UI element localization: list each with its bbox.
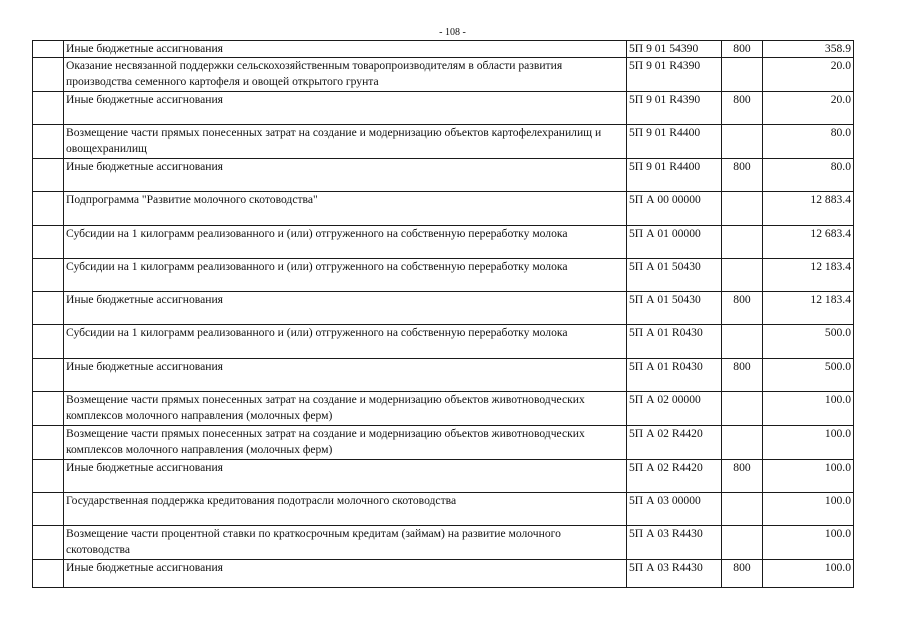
table-row <box>33 560 854 588</box>
blank-cell <box>33 58 64 92</box>
blank-cell <box>33 92 64 125</box>
blank-cell <box>33 392 64 426</box>
item-sum: 100.0 <box>763 493 854 526</box>
blank-cell <box>33 493 64 526</box>
item-sum: 100.0 <box>763 460 854 493</box>
expense-type <box>722 526 763 560</box>
blank-cell <box>33 560 64 588</box>
item-code: 5П 9 01 54390 <box>627 41 722 58</box>
item-name: Субсидии на 1 килограмм реализованного и (или) отгруженного на собственную переработку молока <box>64 259 627 292</box>
expense-type <box>722 426 763 460</box>
item-sum: 358.9 <box>763 41 854 58</box>
item-name: Иные бюджетные ассигнования <box>64 92 627 125</box>
item-sum: 500.0 <box>763 325 854 359</box>
table-row <box>33 392 854 426</box>
item-code: 5П А 03 R4430 <box>627 526 722 560</box>
item-name: Государственная поддержка кредитования подотрасли молочного скотоводства <box>64 493 627 526</box>
item-code: 5П А 02 R4420 <box>627 426 722 460</box>
blank-cell <box>33 259 64 292</box>
item-code: 5П 9 01 R4390 <box>627 58 722 92</box>
item-code: 5П А 03 00000 <box>627 493 722 526</box>
item-code: 5П А 01 R0430 <box>627 359 722 392</box>
blank-cell <box>33 226 64 259</box>
item-name: Иные бюджетные ассигнования <box>64 41 627 58</box>
expense-type <box>722 192 763 226</box>
item-sum: 100.0 <box>763 560 854 588</box>
blank-cell <box>33 192 64 226</box>
item-sum: 12 683.4 <box>763 226 854 259</box>
item-sum: 80.0 <box>763 125 854 159</box>
item-sum: 20.0 <box>763 58 854 92</box>
item-name: Субсидии на 1 килограмм реализованного и (или) отгруженного на собственную переработку молока <box>64 325 627 359</box>
table-row <box>33 92 854 125</box>
item-name: Возмещение части прямых понесенных затрат на создание и модернизацию объектов картофелехранилищ и овощехранилищ <box>64 125 627 159</box>
item-name: Иные бюджетные ассигнования <box>64 359 627 392</box>
expense-type: 800 <box>722 41 763 58</box>
item-sum: 12 883.4 <box>763 192 854 226</box>
item-code: 5П А 01 R0430 <box>627 325 722 359</box>
item-code: 5П А 01 00000 <box>627 226 722 259</box>
item-name: Иные бюджетные ассигнования <box>64 292 627 325</box>
item-name: Иные бюджетные ассигнования <box>64 460 627 493</box>
item-name: Субсидии на 1 килограмм реализованного и (или) отгруженного на собственную переработку молока <box>64 226 627 259</box>
expense-type: 800 <box>722 159 763 192</box>
table-row <box>33 259 854 292</box>
item-name: Оказание несвязанной поддержки сельскохозяйственным товаропроизводителям в области развития производства семенного картофеля и овощей открытого грунта <box>64 58 627 92</box>
item-name: Возмещение части прямых понесенных затрат на создание и модернизацию объектов животноводческих комплексов молочного направления (молочных ферм) <box>64 392 627 426</box>
blank-cell <box>33 125 64 159</box>
expense-type <box>722 392 763 426</box>
item-code: 5П А 00 00000 <box>627 192 722 226</box>
blank-cell <box>33 325 64 359</box>
page-number: - 108 - <box>439 27 466 38</box>
table-row <box>33 226 854 259</box>
item-sum: 100.0 <box>763 392 854 426</box>
expense-type <box>722 226 763 259</box>
blank-cell <box>33 41 64 58</box>
item-code: 5П 9 01 R4400 <box>627 125 722 159</box>
item-code: 5П А 03 R4430 <box>627 560 722 588</box>
table-row <box>33 292 854 325</box>
blank-cell <box>33 359 64 392</box>
expense-type <box>722 125 763 159</box>
item-code: 5П А 02 00000 <box>627 392 722 426</box>
blank-cell <box>33 460 64 493</box>
item-code: 5П А 01 50430 <box>627 292 722 325</box>
expense-type <box>722 259 763 292</box>
table-row <box>33 125 854 159</box>
expense-type: 800 <box>722 460 763 493</box>
table-row <box>33 526 854 560</box>
table-row <box>33 41 854 58</box>
item-name: Подпрограмма "Развитие молочного скотоводства" <box>64 192 627 226</box>
item-sum: 12 183.4 <box>763 292 854 325</box>
table-row <box>33 159 854 192</box>
item-name: Иные бюджетные ассигнования <box>64 560 627 588</box>
item-name: Возмещение части прямых понесенных затрат на создание и модернизацию объектов животноводческих комплексов молочного направления (молочных ферм) <box>64 426 627 460</box>
expense-type <box>722 493 763 526</box>
expense-type: 800 <box>722 92 763 125</box>
blank-cell <box>33 426 64 460</box>
table-row <box>33 325 854 359</box>
blank-cell <box>33 292 64 325</box>
expense-type: 800 <box>722 560 763 588</box>
item-sum: 20.0 <box>763 92 854 125</box>
expense-type: 800 <box>722 359 763 392</box>
table-row <box>33 58 854 92</box>
item-sum: 80.0 <box>763 159 854 192</box>
blank-cell <box>33 526 64 560</box>
blank-cell <box>33 159 64 192</box>
expense-type <box>722 325 763 359</box>
item-name: Иные бюджетные ассигнования <box>64 159 627 192</box>
table-row <box>33 359 854 392</box>
table-row <box>33 493 854 526</box>
item-sum: 100.0 <box>763 426 854 460</box>
table-row <box>33 426 854 460</box>
item-code: 5П 9 01 R4390 <box>627 92 722 125</box>
table-row <box>33 460 854 493</box>
expense-type <box>722 58 763 92</box>
item-sum: 12 183.4 <box>763 259 854 292</box>
item-code: 5П А 01 50430 <box>627 259 722 292</box>
item-code: 5П 9 01 R4400 <box>627 159 722 192</box>
expense-type: 800 <box>722 292 763 325</box>
item-code: 5П А 02 R4420 <box>627 460 722 493</box>
table-row <box>33 192 854 226</box>
budget-table <box>32 40 854 588</box>
item-name: Возмещение части процентной ставки по краткосрочным кредитам (займам) на развитие молочного скотоводства <box>64 526 627 560</box>
item-sum: 100.0 <box>763 526 854 560</box>
item-sum: 500.0 <box>763 359 854 392</box>
